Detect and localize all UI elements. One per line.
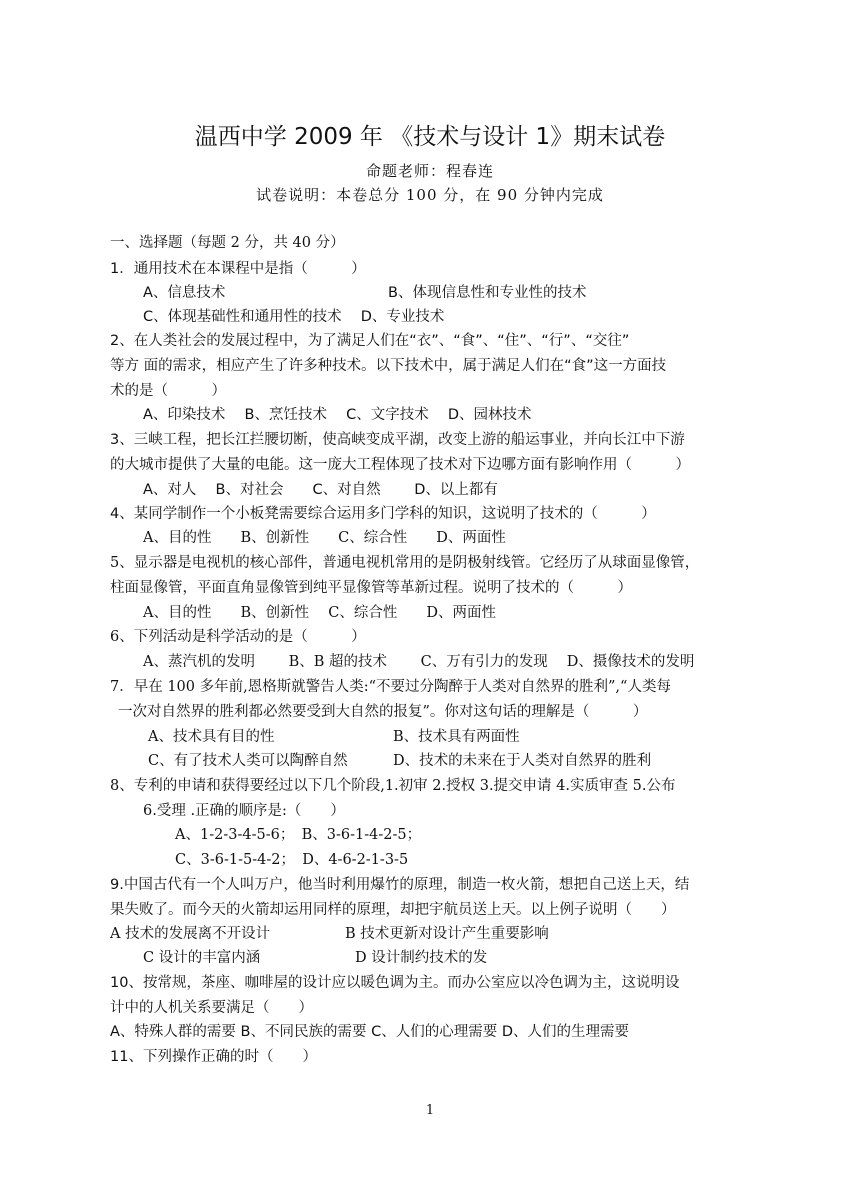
option-line: A、目的性 B、创新性 C、综合性 D、两面性 [143,605,496,621]
question-line: 9.中国古代有一个人叫万户，他当时利用爆竹的原理，制造一枚火箭，想把自己送上天，结 [110,877,690,893]
page-number: 1 [425,1103,435,1118]
question-line: 果失败了。而今天的火箭却运用同样的原理，却把宇航员送上天。以上例子说明（ ） [110,902,676,918]
question-line: 8、专利的申请和获得要经过以下几个阶段,1.初审 2.授权 3.提交申请 4.实质审查 5.公布 [110,778,676,794]
option-line: B、体现信息性和专业性的技术 [388,285,587,301]
page-title: 温西中学 2009 年 《技术与设计 1》期末试卷 [194,124,666,150]
question-line: 6、下列活动是科学活动的是（ ） [110,629,366,645]
question-line: 术的是（ ） [110,383,226,399]
option-line: A、印染技术 B、烹饪技术 C、文字技术 D、园林技术 [143,407,532,423]
question-line: 4、某同学制作一个小板凳需要综合运用多门学科的知识，这说明了技术的（ ） [110,506,656,522]
option-line: D、技术的未来在于人类对自然界的胜利 [393,753,652,769]
question-line: 计中的人机关系要满足（ ） [110,1000,313,1016]
option-line: C、有了技术人类可以陶醉自然 [148,753,348,769]
option-line: A、特殊人群的需要 B、不同民族的需要 C、人们的心理需要 D、人们的生理需要 [110,1024,629,1040]
question-line: 7．早在 100 多年前,恩格斯就警告人类:“不要过分陶醉于人类对自然界的胜利”,“人类每 [110,679,671,695]
option-line: A、技术具有目的性 [148,729,275,745]
option-line: B 技术更新对设计产生重要影响 [345,926,549,942]
option-line: A、蒸汽机的发明 B、B 超的技术 C、万有引力的发现 D、摄像技术的发明 [143,654,695,670]
option-line: A 技术的发展离不开设计 [110,926,271,942]
question-line: 3、三峡工程，把长江拦腰切断，使高峡变成平湖，改变上游的船运事业，并向长江中下游 [110,432,685,448]
option-line: A、目的性 B、创新性 C、综合性 D、两面性 [143,530,506,546]
option-line: A、对人 B、对社会 C、对自然 D、以上都有 [143,482,498,498]
question-line: 11、下列操作正确的时（ ） [110,1049,317,1065]
section-heading: 一、选择题（每题 2 分，共 40 分） [110,235,345,251]
question-line: 10、按常规，茶座、咖啡屋的设计应以暖色调为主。而办公室应以冷色调为主，这说明设 [110,975,680,991]
question-line: 2、在人类社会的发展过程中，为了满足人们在“衣”、“食”、“住”、“行”、“交往” [110,333,630,349]
question-line: 6.受理 .正确的顺序是:（ ） [143,803,345,819]
question-line: 1．通用技术在本课程中是指（ ） [110,261,366,277]
question-line: 的大城市提供了大量的电能。这一庞大工程体现了技术对下边哪方面有影响作用（ ） [110,457,690,473]
question-line: 5、显示器是电视机的核心部件，普通电视机常用的是阴极射线管。它经历了从球面显像管， [110,555,700,571]
option-line: C、体现基础性和通用性的技术 D、专业技术 [143,309,445,325]
option-line: A、1-2-3-4-5-6； B、3-6-1-4-2-5； [175,827,422,843]
question-line: 等方 面的需求，相应产生了许多种技术。以下技术中，属于满足人们在“食”这一方面技 [110,358,667,374]
question-line: 柱面显像管，平面直角显像管到纯平显像管等革新过程。说明了技术的（ ） [110,580,632,596]
instructions-line: 试卷说明：本卷总分 100 分，在 90 分钟内完成 [256,186,604,204]
question-line: 一次对自然界的胜利都必然要受到大自然的报复”。你对这句话的理解是（ ） [118,704,648,720]
option-line: A、信息技术 [143,285,226,301]
option-line: D 设计制约技术的发 [355,950,488,966]
author-line: 命题老师：程春连 [365,162,494,180]
option-line: C、3-6-1-5-4-2； D、4-6-2-1-3-5 [175,852,409,868]
option-line: C 设计的丰富内涵 [143,950,261,966]
option-line: B、技术具有两面性 [393,729,520,745]
